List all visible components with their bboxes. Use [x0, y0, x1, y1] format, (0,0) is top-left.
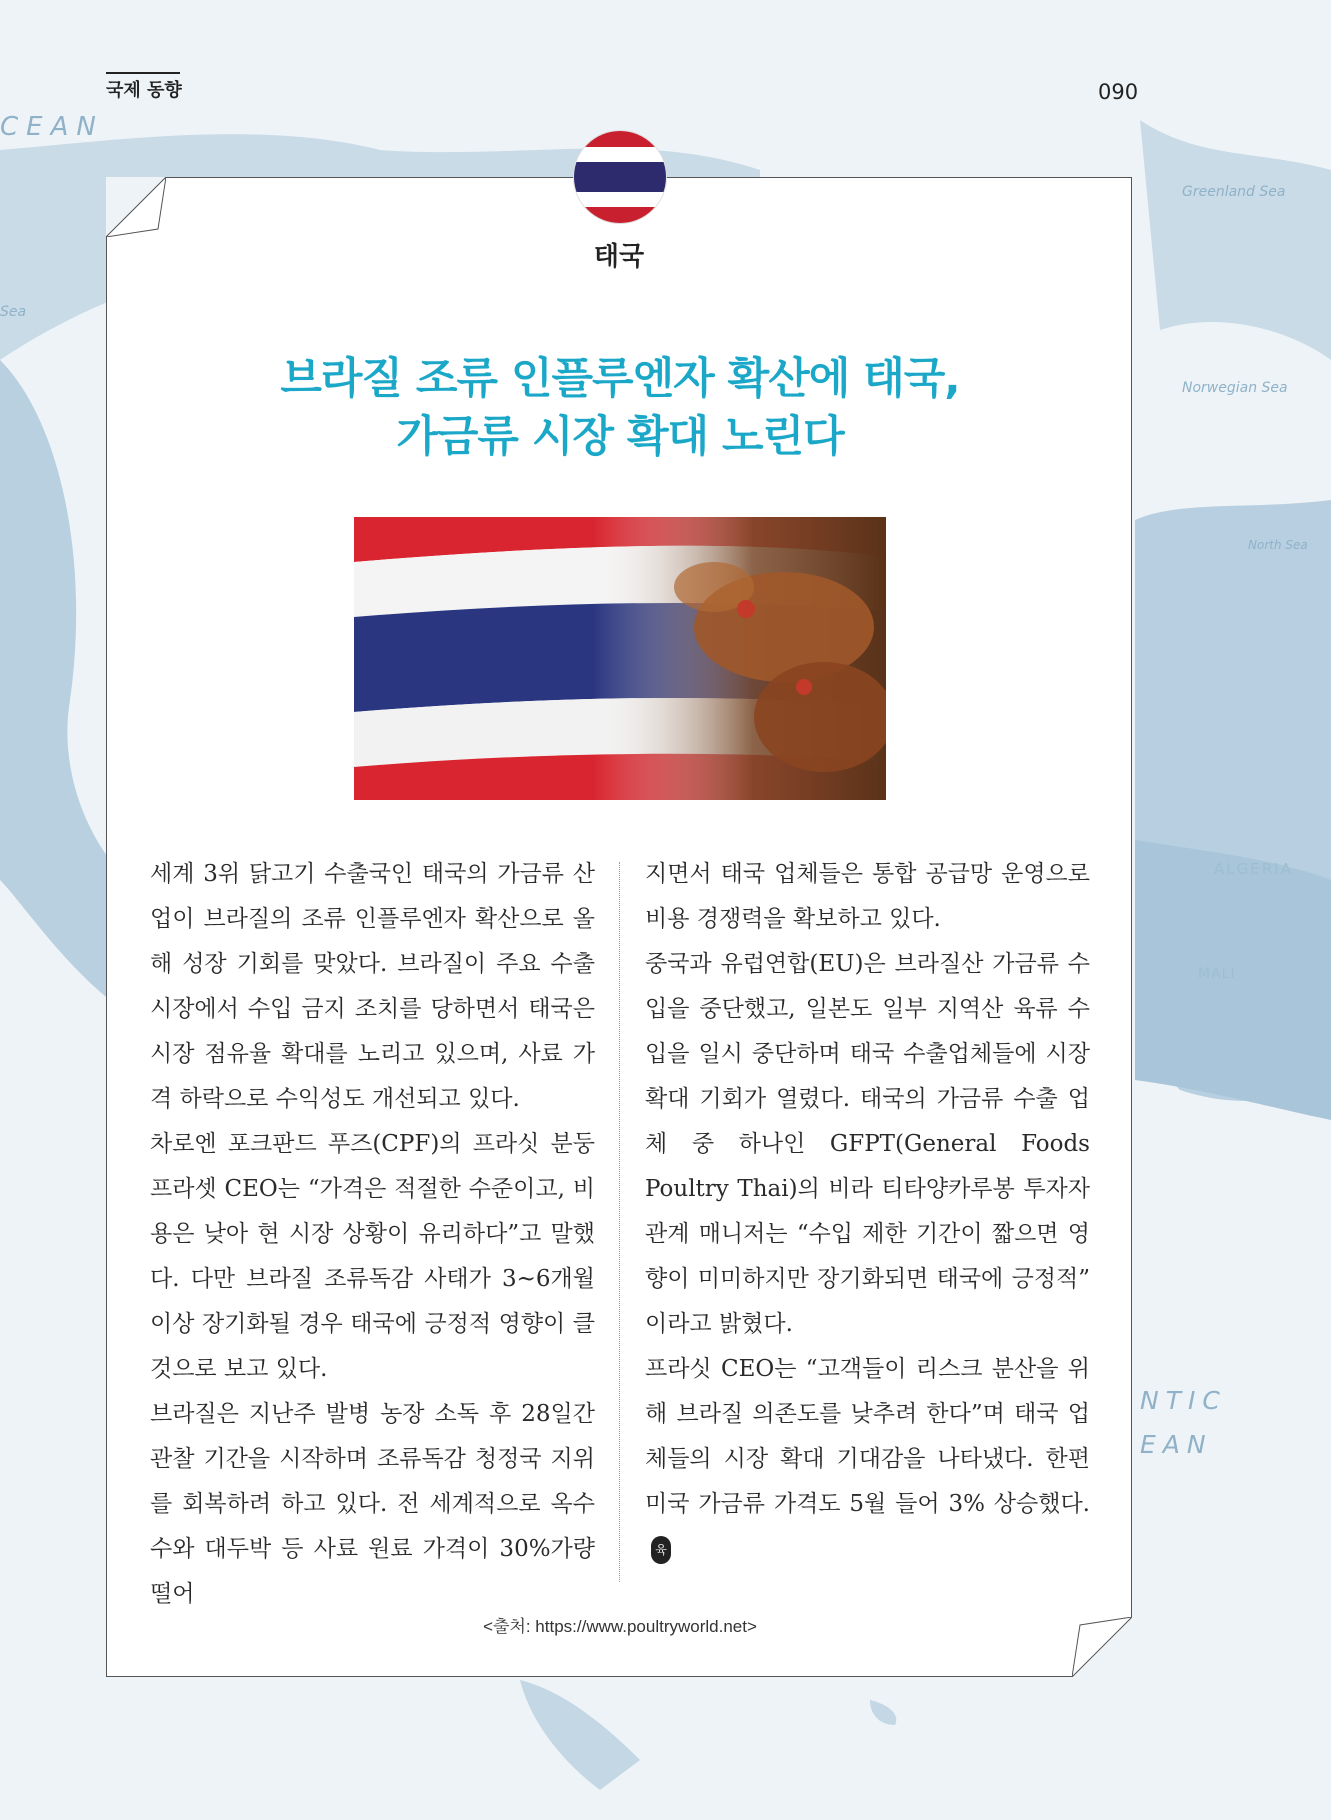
folded-corner-top-left — [106, 177, 166, 237]
article-column-right — [645, 852, 1090, 1572]
column-divider — [619, 862, 620, 1582]
map-label-norwegian-sea: Norwegian Sea — [1182, 380, 1288, 396]
paragraph: 세계 3위 닭고기 수출국인 태국의 가금류 산업이 브라질의 조류 인플루엔자 확산으로 올해 성장 기회를 맞았다. 브라질이 주요 수출 시장에서 수입 금지 조치를 당하면서 태국은 시장 점유율 확대를 노리고 있으며, 사료 가격 하락으로 수익성도 개선되고 있다. — [150, 861, 595, 1112]
map-label-algeria: ALGERIA — [1214, 860, 1293, 878]
folded-corner-bottom-right — [1072, 1617, 1132, 1677]
paragraph — [645, 1347, 1090, 1572]
paragraph: 중국과 유럽연합(EU)은 브라질산 가금류 수입을 중단했고, 일본도 일부 지역산 육류 수입을 일시 중단하며 태국 수출업체들에 시장 확대 기회가 열렸다. 태국의 가금류 수출 업체 중 하나인 GFPT(General Foods Poultry Thai)의 비라 티타양카루봉 투자자 관계 매니저는 “수입 제한 기간이 짧으면 영향이 미미하지만 장기화되면 태국에 긍정적” 이라고 밝혔다. — [645, 951, 1090, 1337]
paragraph: 차로엔 포크판드 푸즈(CPF)의 프라싯 분둥 프라셋 CEO는 “가격은 적절한 수준이고, 비용은 낮아 현 시장 상황이 유리하다”고 말했다. 다만 브라질 조류독감 사태가 3~6개월 이상 장기화될 경우 태국에 긍정적 영향이 클 것으로 보고 있다. — [150, 1131, 595, 1382]
page-number: 090 — [1098, 80, 1139, 104]
map-label-ocean: CEAN — [0, 112, 104, 142]
headline-line-2: 가금류 시장 확대 노린다 — [396, 412, 844, 462]
article-column-left — [150, 852, 595, 1617]
section-rule — [106, 72, 180, 74]
map-label-mali: MALI — [1198, 966, 1236, 982]
source-citation: <출처: https://www.poultryworld.net> — [483, 1617, 757, 1636]
map-label-greenland-sea: Greenland Sea — [1182, 184, 1286, 200]
paragraph: 지면서 태국 업체들은 통합 공급망 운영으로 비용 경쟁력을 확보하고 있다. — [645, 861, 1090, 932]
country-name: 태국 — [593, 242, 645, 272]
paragraph-text: 프라싯 CEO는 “고객들이 리스크 분산을 위해 브라질 의존도를 낮추려 한다”며 태국 업체들의 시장 확대 기대감을 나타냈다. 한편 미국 가금류 가격도 5월 들어 3% 상승했다. — [645, 1356, 1090, 1517]
map-label-north-sea: North Sea — [1248, 538, 1308, 552]
map-label-atlantic-ocean: EAN — [1140, 1430, 1213, 1459]
map-label-atlantic: NTIC — [1140, 1386, 1227, 1415]
paragraph: 브라질은 지난주 발병 농장 소독 후 28일간 관찰 기간을 시작하며 조류독감 청정국 지위를 회복하려 하고 있다. 전 세계적으로 옥수수와 대두박 등 사료 원료 가격이 30%가량 떨어 — [150, 1401, 595, 1607]
headline-line-1: 브라질 조류 인플루엔자 확산에 태국, — [280, 354, 960, 404]
end-mark-icon: 육 — [651, 1536, 671, 1564]
article-photo — [354, 517, 886, 800]
thailand-flag-icon — [573, 130, 667, 224]
headline — [160, 350, 1080, 466]
section-tag: 국제 동향 — [106, 80, 182, 101]
map-label-sea: Sea — [0, 304, 27, 320]
